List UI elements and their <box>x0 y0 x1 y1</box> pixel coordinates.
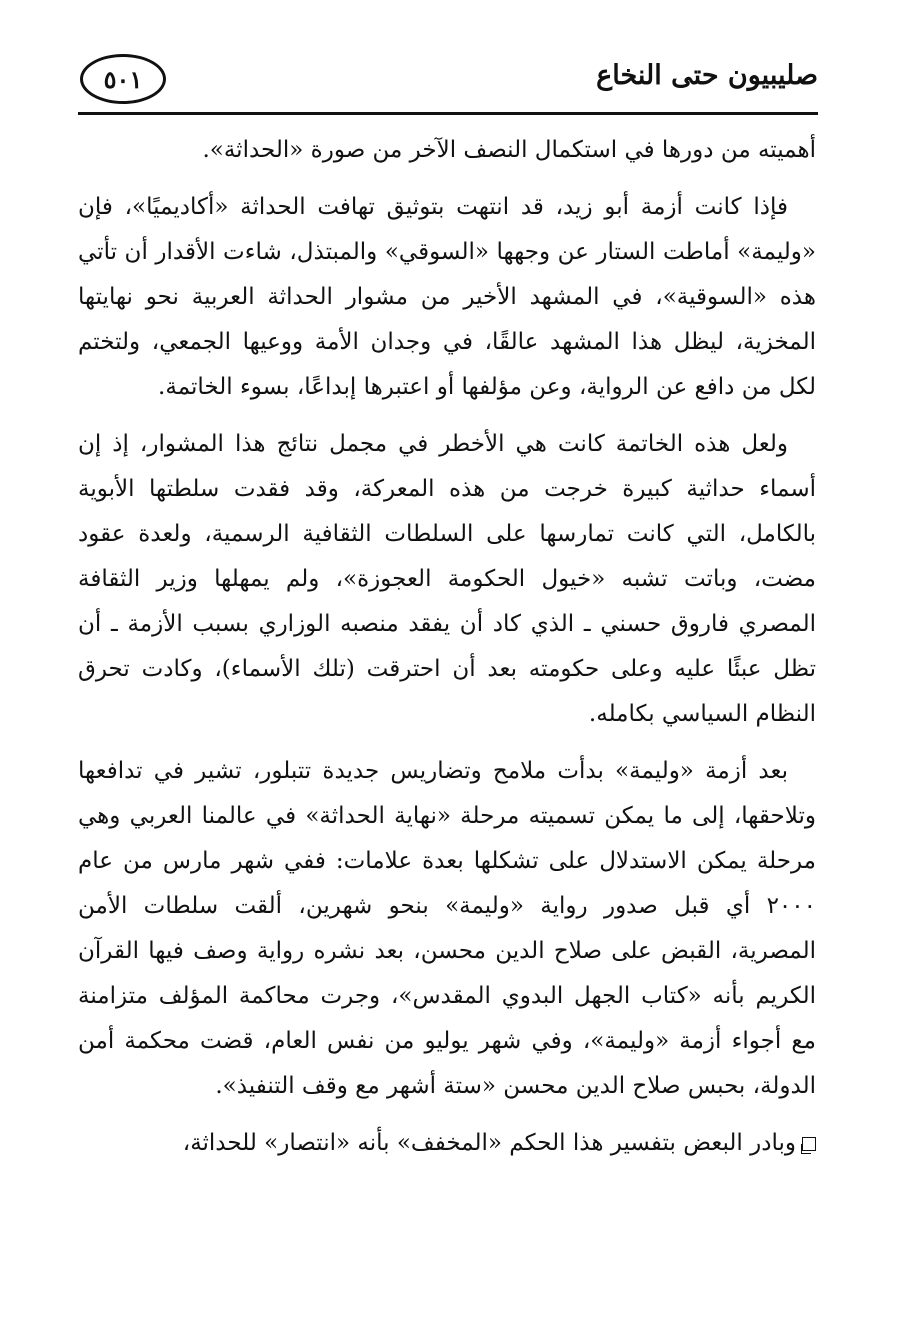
bullet-paragraph-text: وبادر البعض بتفسير هذا الحكم «المخفف» بأنه «انتصار» للحداثة، <box>182 1130 796 1156</box>
paragraph: فإذا كانت أزمة أبو زيد، قد انتهت بتوثيق تهافت الحداثة «أكاديميًا»، فإن «وليمة» أماطت الستار عن وجهها «السوقي» والمبتذل، شاءت الأقدار أن تأتي هذه «السوقية»، في المشهد الأخير من مشوار الحداثة العربية نحو نهايتها المخزية، ليظل هذا المشهد عالقًا، في وجدان الأمة ووعيها الجمعي، ولتختم لكل من دافع عن الرواية، وعن مؤلفها أو اعتبرها إبداعًا، بسوء الخاتمة. <box>78 194 816 400</box>
body-text <box>78 128 816 1166</box>
running-title: صليبيون حتى النخاع <box>596 60 818 91</box>
bullet-paragraph <box>78 1121 816 1166</box>
header-divider <box>78 112 818 115</box>
square-bullet-icon <box>802 1137 816 1151</box>
paragraph-continued: أهميته من دورها في استكمال النصف الآخر من صورة «الحداثة». <box>202 137 816 163</box>
paragraph: بعد أزمة «وليمة» بدأت ملامح وتضاريس جديدة تتبلور، تشير في تدافعها وتلاحقها، إلى ما يمكن تسميته مرحلة «نهاية الحداثة» في عالمنا العربي وهي مرحلة يمكن الاستدلال على تشكلها بعدة علامات: ففي شهر مارس من عام ٢٠٠٠ أي قبل صدور رواية «وليمة» بنحو شهرين، ألقت سلطات الأمن المصرية، القبض على صلاح الدين محسن، بعد نشره رواية وصف فيها القرآن الكريم بأنه «كتاب الجهل البدوي المقدس»، وجرت محاكمة المؤلف متزامنة مع أجواء أزمة «وليمة»، وفي شهر يوليو من نفس العام، قضت محكمة أمن الدولة، بحبس صلاح الدين محسن «ستة أشهر مع وقف التنفيذ». <box>78 758 816 1099</box>
page-number-badge: ٥٠١ <box>80 54 166 104</box>
paragraph: ولعل هذه الخاتمة كانت هي الأخطر في مجمل نتائج هذا المشوار، إذ إن أسماء حداثية كبيرة خرجت من هذه المعركة، وقد فقدت سلطتها الأبوية بالكامل، التي كانت تمارسها على السلطات الثقافية الرسمية، ولعدة عقود مضت، وباتت تشبه «خيول الحكومة العجوزة»، ولم يمهلها وزير الثقافة المصري فاروق حسني ـ الذي كاد أن يفقد منصبه الوزاري بسبب الأزمة ـ أن تظل عبئًا عليه وعلى حكومته بعد أن احترقت (تلك الأسماء)، وكادت تحرق النظام السياسي بكامله. <box>78 431 816 727</box>
page-header <box>78 52 818 118</box>
